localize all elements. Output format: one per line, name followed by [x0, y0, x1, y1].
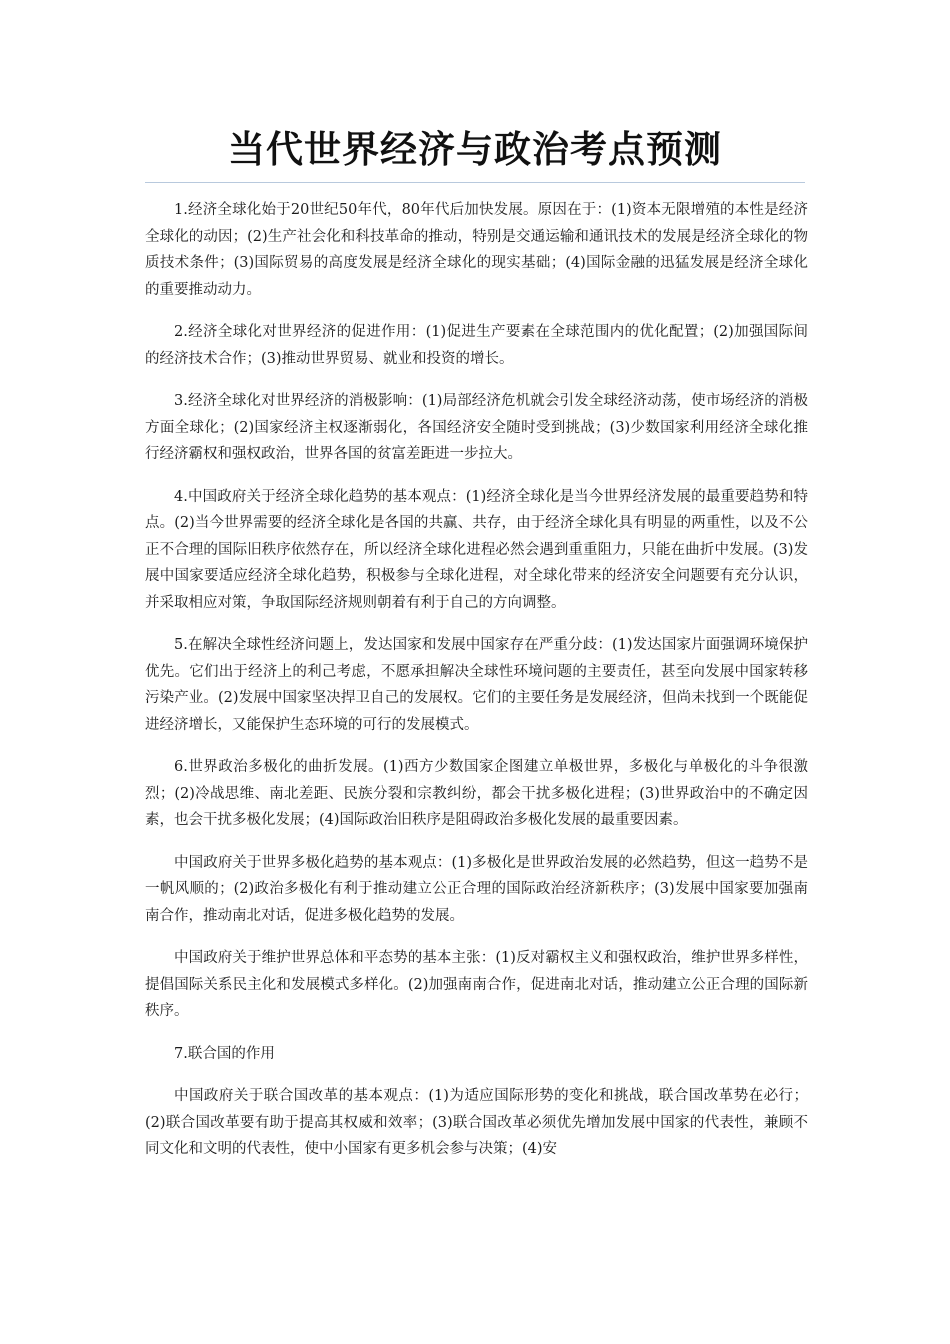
paragraph-7: 中国政府关于世界多极化趋势的基本观点：(1)多极化是世界政治发展的必然趋势，但这一趋势不是一帆风顺的；(2)政治多极化有利于推动建立公正合理的国际政治经济新秩序；(3)发展中国家要加强南南合作，推动南北对话，促进多极化趋势的发展。 [145, 854, 808, 924]
paragraph-5: 5.在解决全球性经济问题上，发达国家和发展中国家存在严重分歧：(1)发达国家片面强调环境保护优先。它们出于经济上的利己考虑，不愿承担解决全球性环境问题的主要责任，甚至向发展中国家转移污染产业。(2)发展中国家坚决捍卫自己的发展权。它们的主要任务是发展经济，但尚未找到一个既能促进经济增长，又能保护生态环境的可行的发展模式。 [145, 637, 808, 733]
paragraph-2: 2.经济全球化对世界经济的促进作用：(1)促进生产要素在全球范围内的优化配置；(2)加强国际间的经济技术合作；(3)推动世界贸易、就业和投资的增长。 [145, 324, 808, 367]
paragraph-10: 中国政府关于联合国改革的基本观点：(1)为适应国际形势的变化和挑战，联合国改革势在必行；(2)联合国改革要有助于提高其权威和效率；(3)联合国改革必须优先增加发展中国家的代表性，兼顾不同文化和文明的代表性，使中小国家有更多机会参与决策；(4)安 [145, 1088, 808, 1157]
page-title: 当代世界经济与政治考点预测 [228, 128, 722, 171]
document-body [145, 197, 808, 1179]
paragraph-4: 4.中国政府关于经济全球化趋势的基本观点：(1)经济全球化是当今世界经济发展的最重要趋势和特点。(2)当今世界需要的经济全球化是各国的共赢、共存，由于经济全球化具有明显的两重性，以及不公正不合理的国际旧秩序依然存在，所以经济全球化进程必然会遇到重重阻力，只能在曲折中发展。(3)发展中国家要适应经济全球化趋势，积极参与全球化进程，对全球化带来的经济安全问题要有充分认识，并采取相应对策，争取国际经济规则朝着有利于自己的方向调整。 [145, 488, 808, 611]
paragraph-9: 7.联合国的作用 [174, 1045, 275, 1062]
title-divider [145, 182, 805, 183]
paragraph-3: 3.经济全球化对世界经济的消极影响：(1)局部经济危机就会引发全球经济动荡，使市场经济的消极方面全球化；(2)国家经济主权逐渐弱化，各国经济安全随时受到挑战；(3)少数国家利用经济全球化推行经济霸权和强权政治，世界各国的贫富差距进一步拉大。 [145, 393, 808, 462]
paragraph-6: 6.世界政治多极化的曲折发展。(1)西方少数国家企图建立单极世界，多极化与单极化的斗争很激烈；(2)冷战思维、南北差距、民族分裂和宗教纠纷，都会干扰多极化进程；(3)世界政治中的不确定因素，也会干扰多极化发展；(4)国际政治旧秩序是阻碍政治多极化发展的最重要因素。 [145, 759, 808, 828]
paragraph-1: 1.经济全球化始于20世纪50年代，80年代后加快发展。原因在于：(1)资本无限增殖的本性是经济全球化的动因；(2)生产社会化和科技革命的推动，特别是交通运输和通讯技术的发展是经济全球化的物质技术条件；(3)国际贸易的高度发展是经济全球化的现实基础；(4)国际金融的迅猛发展是经济全球化的重要推动动力。 [145, 202, 808, 298]
paragraph-8: 中国政府关于维护世界总体和平态势的基本主张：(1)反对霸权主义和强权政治，维护世界多样性，提倡国际关系民主化和发展模式多样化。(2)加强南南合作，促进南北对话，推动建立公正合理的国际新秩序。 [145, 950, 808, 1019]
